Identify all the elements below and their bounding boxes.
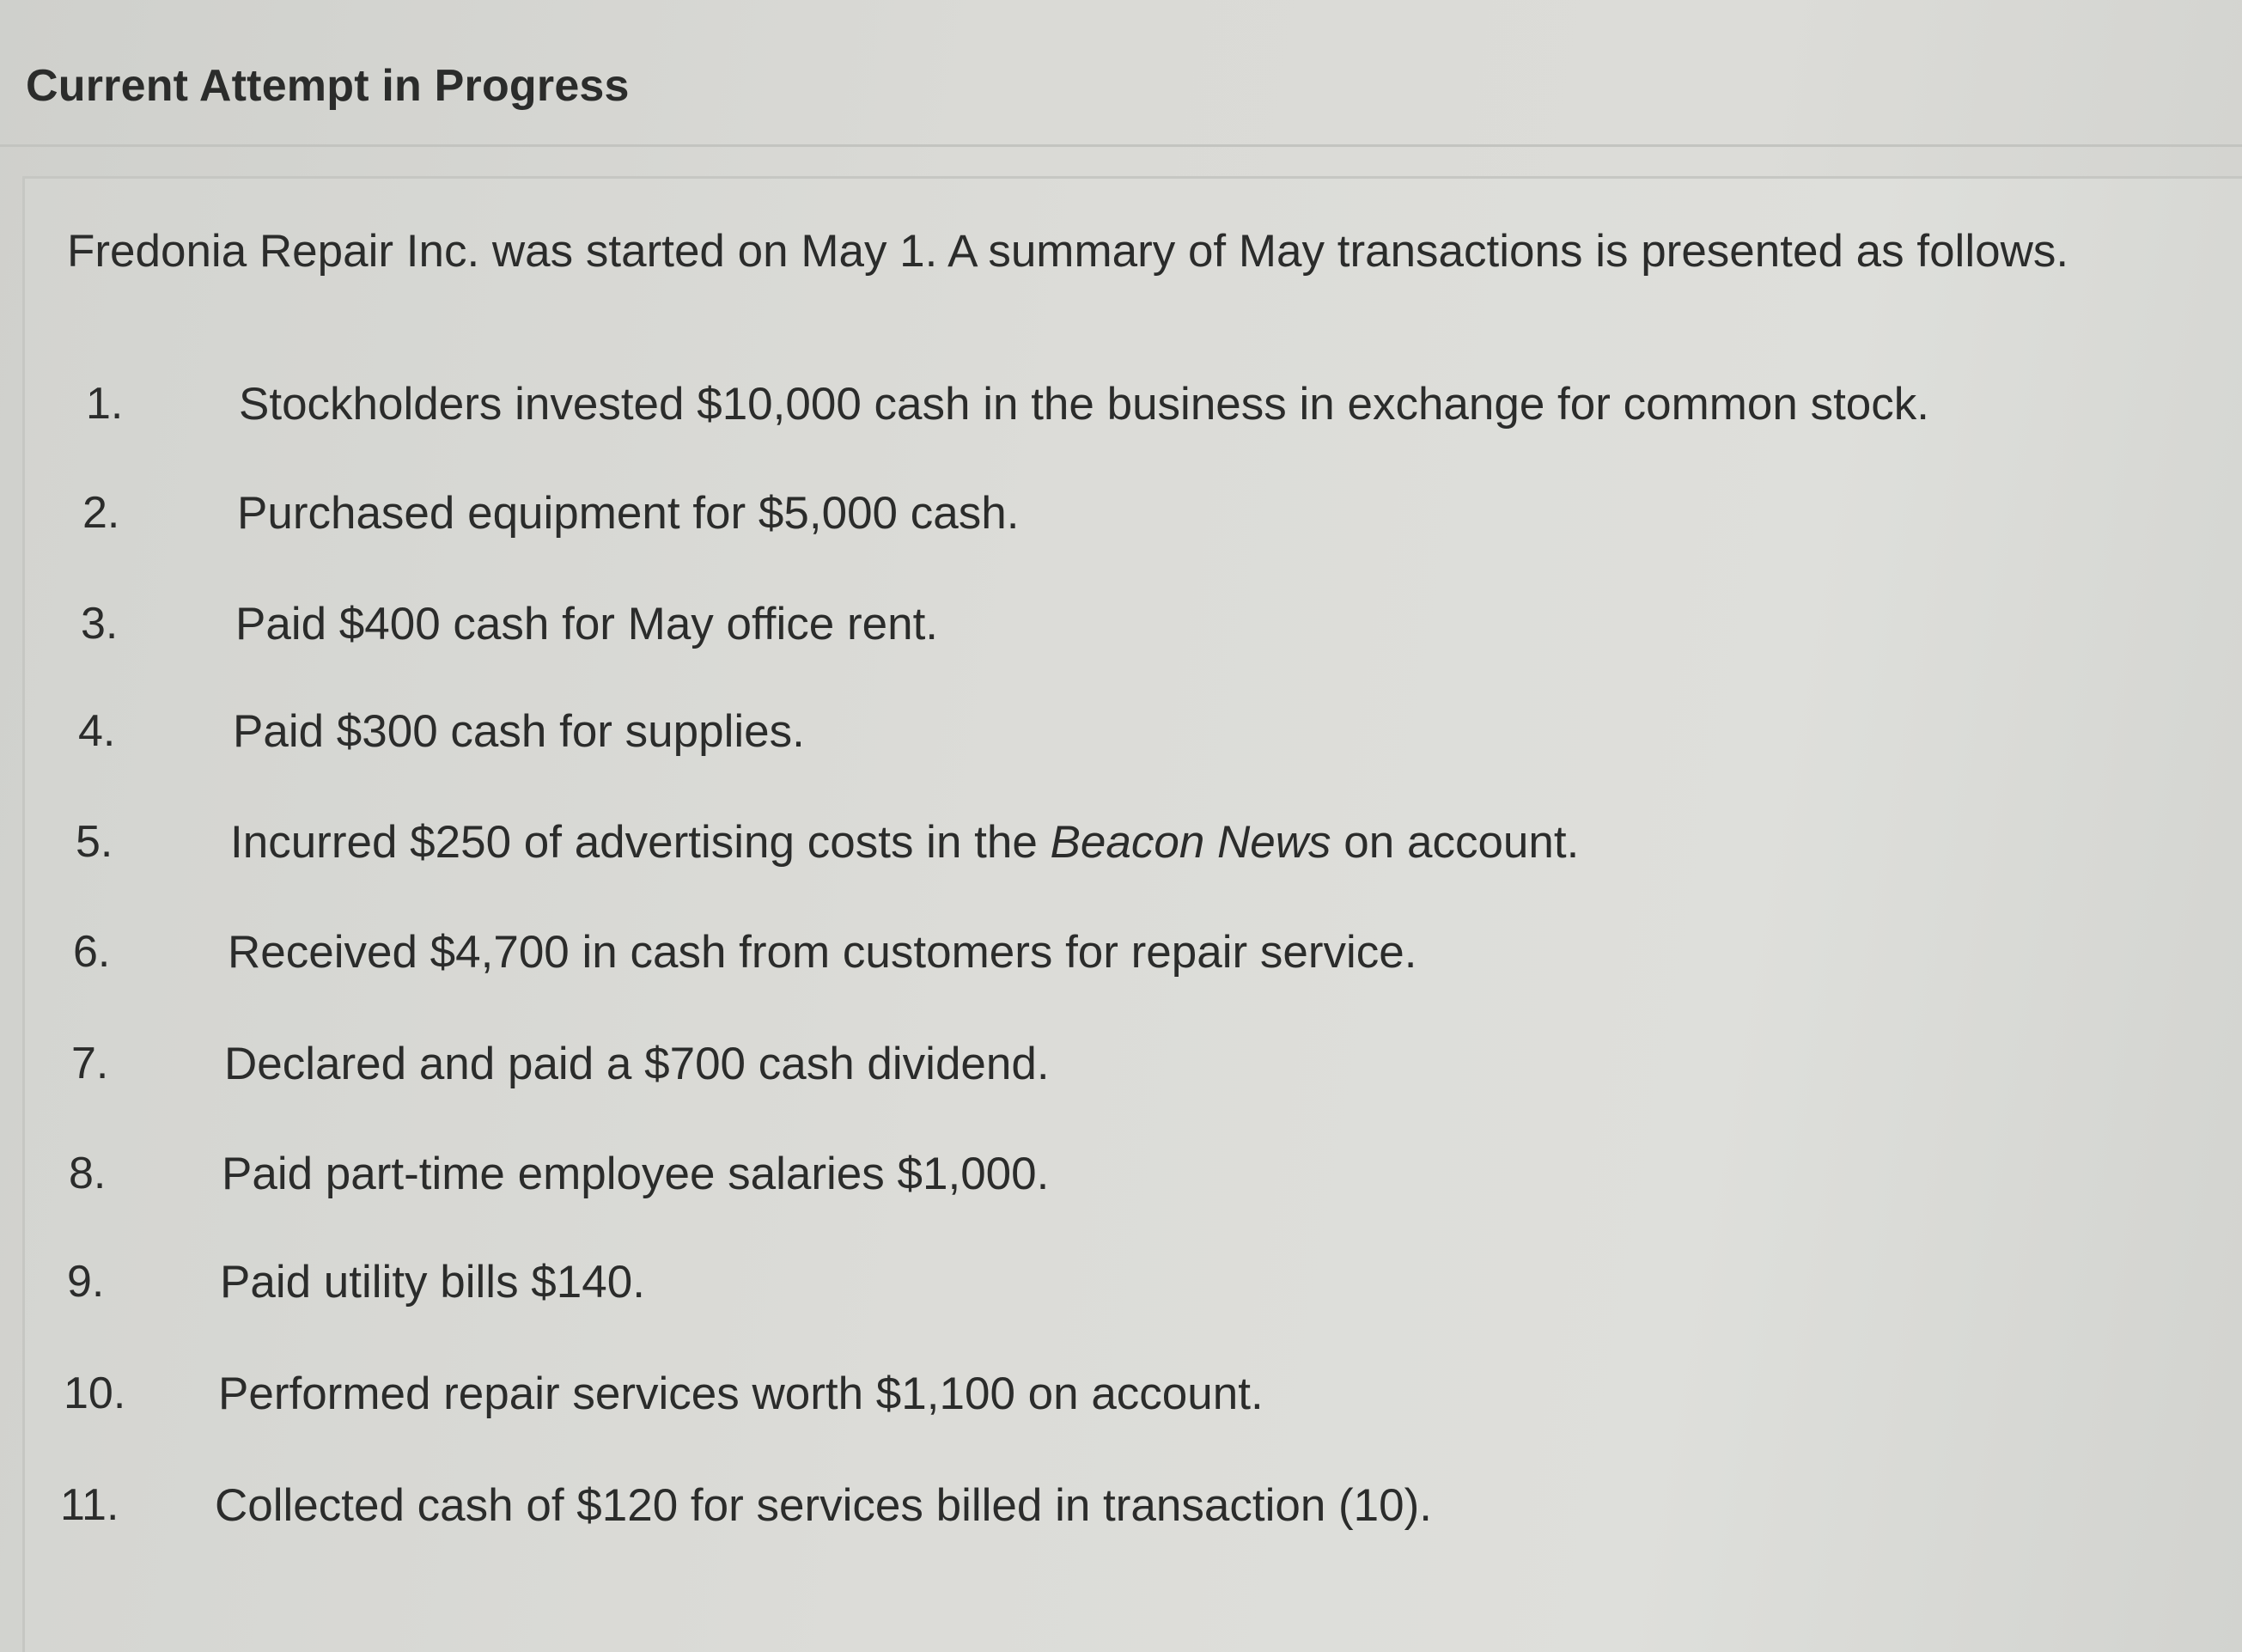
transaction-text-tail: on account. (1331, 817, 1580, 868)
transaction-number: 11. (60, 1480, 119, 1530)
transaction-text: Declared and paid a $700 cash dividend. (224, 1039, 1050, 1089)
transaction-text: Collected cash of $120 for services billed in transaction (10). (215, 1480, 1432, 1531)
transaction-text-lead: Incurred $250 of advertising costs in the (230, 817, 1051, 868)
transaction-number: 9. (67, 1257, 105, 1307)
transaction-number: 10. (64, 1369, 126, 1418)
transaction-number: 6. (73, 927, 111, 977)
transaction-text (230, 816, 1579, 869)
header-divider (0, 144, 2242, 147)
question-intro: Fredonia Repair Inc. was started on May 1. A summary of May transactions is presented as follows. (67, 226, 2069, 277)
transaction-text: Received $4,700 in cash from customers for repair service. (228, 927, 1417, 978)
transaction-text: Performed repair services worth $1,100 on account. (218, 1369, 1264, 1419)
transaction-text: Paid part-time employee salaries $1,000. (222, 1149, 1050, 1199)
transaction-text: Paid $400 cash for May office rent. (235, 599, 939, 649)
transaction-text: Paid $300 cash for supplies. (233, 706, 805, 757)
transaction-number: 7. (71, 1039, 109, 1088)
transaction-text: Paid utility bills $140. (220, 1257, 645, 1308)
transaction-text: Stockholders invested $10,000 cash in the business in exchange for common stock. (239, 379, 1930, 430)
publication-name: Beacon News (1050, 817, 1331, 868)
transaction-text: Purchased equipment for $5,000 cash. (237, 488, 1020, 539)
attempt-status-title: Current Attempt in Progress (26, 61, 630, 111)
transaction-number: 3. (81, 599, 119, 649)
transaction-number: 8. (69, 1149, 107, 1198)
transaction-number: 4. (78, 706, 116, 756)
transaction-number: 5. (76, 817, 113, 867)
transaction-number: 2. (82, 488, 120, 538)
transaction-number: 1. (86, 379, 124, 429)
